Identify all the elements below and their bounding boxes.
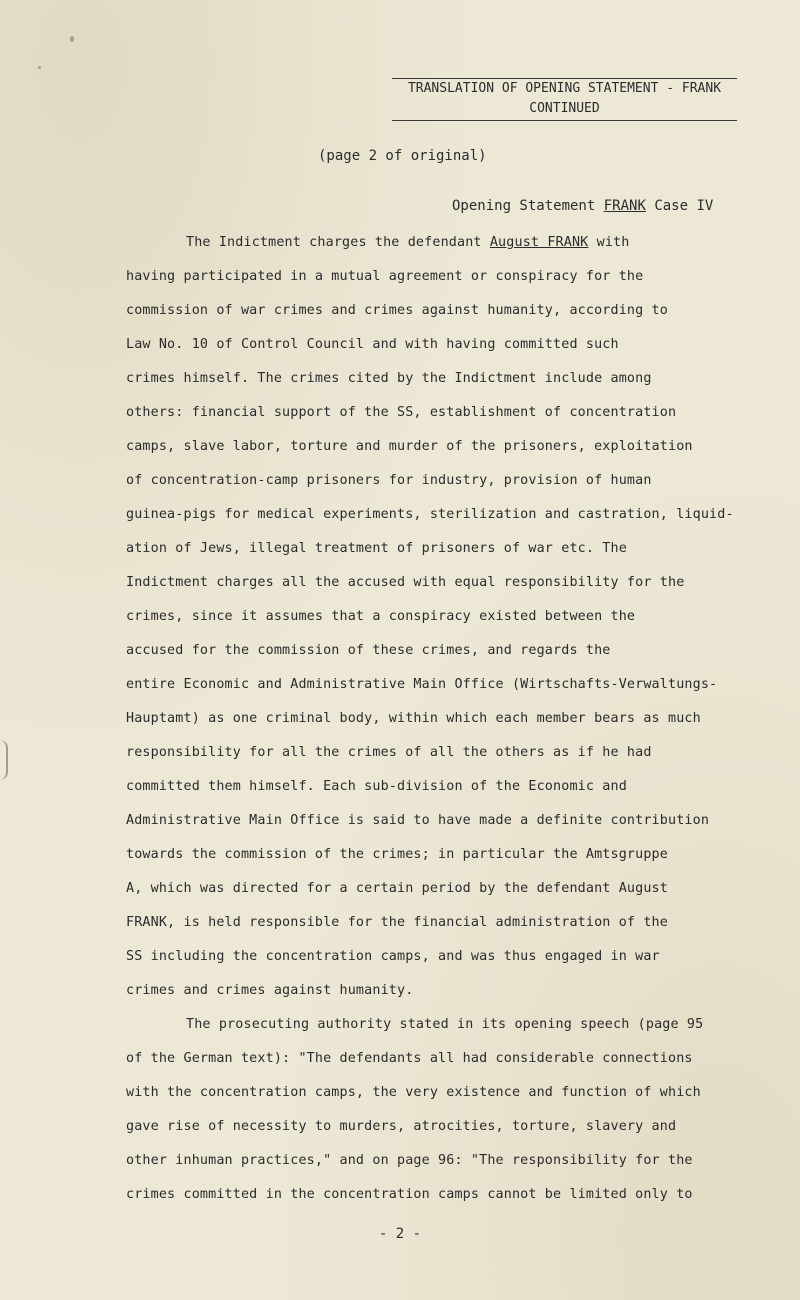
body-line: of concentration-camp prisoners for industry, provision of human [126, 473, 652, 488]
subtitle-prefix: Opening Statement [452, 198, 596, 214]
body-line: crimes and crimes against humanity. [126, 983, 414, 998]
first-line-after: with [588, 235, 630, 250]
body-line: A, which was directed for a certain period by the defendant August [126, 881, 668, 896]
body-line: SS including the concentration camps, and was thus engaged in war [126, 949, 660, 964]
ink-spot [38, 66, 41, 69]
body-line: Administrative Main Office is said to have made a definite contribution [126, 813, 710, 828]
subtitle-name: FRANK [603, 198, 646, 214]
body-line: others: financial support of the SS, establishment of concentration [126, 405, 677, 420]
ink-spot [70, 36, 74, 42]
body-line: responsibility for all the crimes of all the others as if he had [126, 745, 652, 760]
body-text [126, 232, 746, 1218]
body-line: FRANK, is held responsible for the financial administration of the [126, 915, 668, 930]
body-line: ation of Jews, illegal treatment of prisoners of war etc. The [126, 541, 627, 556]
body-line: entire Economic and Administrative Main Office (Wirtschafts-Verwaltungs- [126, 677, 718, 692]
body-line: crimes committed in the concentration camps cannot be limited only to [126, 1187, 693, 1202]
body-line: crimes himself. The crimes cited by the Indictment include among [126, 371, 652, 386]
body-line: Indictment charges all the accused with equal responsibility for the [126, 575, 685, 590]
body-line: towards the commission of the crimes; in particular the Amtsgruppe [126, 847, 668, 862]
statement-subtitle [452, 198, 713, 214]
page-reference: (page 2 of original) [318, 148, 487, 164]
binding-mark [0, 740, 8, 780]
body-line: other inhuman practices," and on page 96: "The responsibility for the [126, 1153, 693, 1168]
header-continued: CONTINUED [529, 101, 600, 116]
body-line: crimes, since it assumes that a conspiracy existed between the [126, 609, 636, 624]
body-line: of the German text): "The defendants all had considerable connections [126, 1051, 693, 1066]
body-line: Law No. 10 of Control Council and with having committed such [126, 337, 619, 352]
first-line-before: The Indictment charges the defendant [186, 235, 490, 250]
body-line: having participated in a mutual agreement or conspiracy for the [126, 269, 644, 284]
body-line-first [126, 232, 746, 266]
body-line: camps, slave labor, torture and murder of the prisoners, exploitation [126, 439, 693, 454]
defendant-name: August FRANK [489, 235, 589, 250]
body-line: commission of war crimes and crimes against humanity, according to [126, 303, 668, 318]
body-line: guinea-pigs for medical experiments, sterilization and castration, liquid- [126, 507, 734, 522]
body-line: with the concentration camps, the very existence and function of which [126, 1085, 701, 1100]
subtitle-suffix: Case IV [654, 198, 714, 214]
header-title: TRANSLATION OF OPENING STATEMENT - FRANK [407, 81, 722, 96]
body-line: Hauptamt) as one criminal body, within which each member bears as much [126, 711, 701, 726]
body-line: gave rise of necessity to murders, atrocities, torture, slavery and [126, 1119, 677, 1134]
body-line: The prosecuting authority stated in its opening speech (page 95 [186, 1017, 704, 1032]
page-number: - 2 - [378, 1226, 422, 1242]
header-rule-bottom [392, 120, 737, 121]
document-header [392, 78, 737, 121]
body-line: committed them himself. Each sub-division of the Economic and [126, 779, 627, 794]
body-line: accused for the commission of these crimes, and regards the [126, 643, 611, 658]
